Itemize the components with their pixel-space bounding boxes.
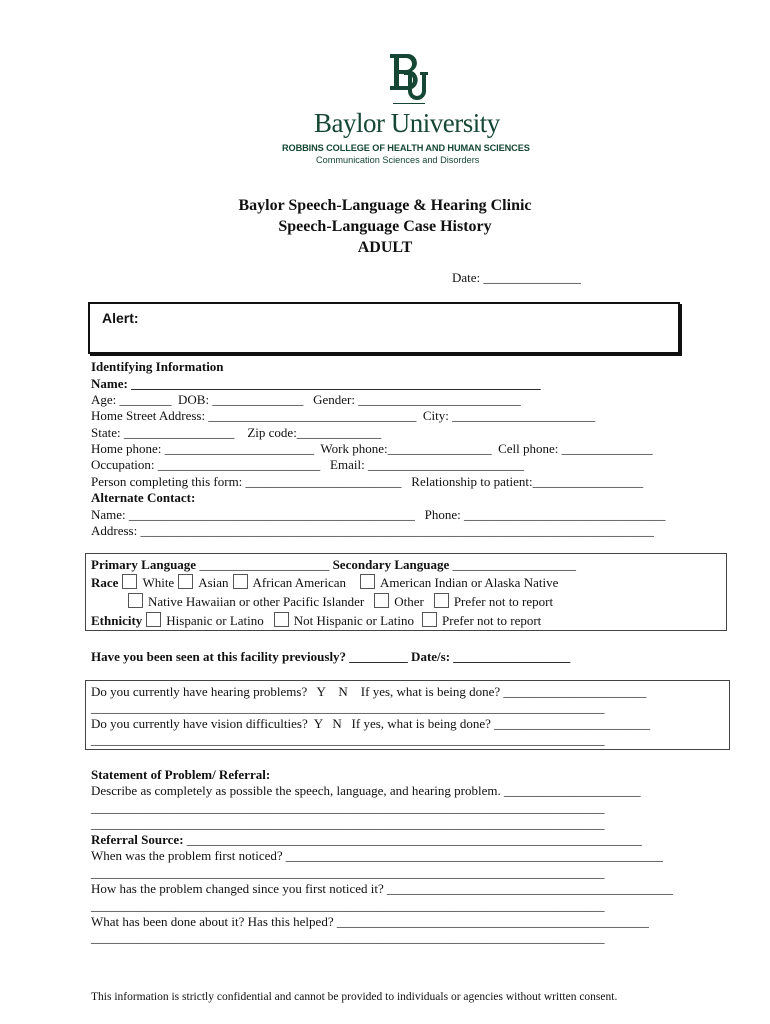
identifying-heading: Identifying Information (91, 359, 224, 374)
vision-continuation[interactable]: _______________________________________________________________________________ (91, 732, 605, 747)
ethnicity-option: Not Hispanic or Latino (293, 613, 415, 628)
problem-changed-question[interactable]: How has the problem changed since you first noticed it? ____________________________________________ (91, 881, 674, 896)
ethnicity-option: Hispanic or Latino (166, 613, 264, 628)
previous-visit-field[interactable]: Have you been seen at this facility previously? _________ Date/s: __________________ (91, 649, 571, 664)
college-name: ROBBINS COLLEGE OF HEALTH AND HUMAN SCIENCES (282, 143, 530, 153)
race-option: African American (252, 575, 347, 590)
alternate-name-phone-fields[interactable]: Name: ____________________________________________ Phone: _______________________________ (91, 507, 666, 522)
ethnicity-prefer-not-checkbox[interactable] (422, 612, 437, 627)
ethnicity-hispanic-checkbox[interactable] (146, 612, 161, 627)
race-row-1 (91, 574, 558, 591)
problem-blank-line[interactable]: _______________________________________________________________________________ (91, 816, 605, 831)
logo-divider (393, 103, 425, 104)
race-row-2 (124, 593, 553, 610)
race-option: Asian (198, 575, 229, 590)
secondary-language-label: Secondary Language (332, 557, 453, 572)
date-field[interactable]: Date: _______________ (452, 270, 581, 285)
form-subtitle: ADULT (357, 239, 413, 256)
ethnicity-not-hispanic-checkbox[interactable] (274, 612, 289, 627)
name-field[interactable]: Name: _______________________________________________________________ (91, 376, 541, 391)
address-city-fields[interactable]: Home Street Address: ________________________________ City: ______________________ (91, 408, 596, 423)
treatment-question[interactable]: What has been done about it? Has this helped? ________________________________________________ (91, 914, 649, 929)
ethnicity-label: Ethnicity (91, 613, 143, 628)
referral-source-label: Referral Source: (91, 832, 184, 847)
alternate-contact-heading: Alternate Contact: (91, 490, 196, 505)
languages-row[interactable] (91, 557, 576, 573)
race-option: White (142, 575, 175, 590)
problem-blank-line[interactable]: _______________________________________________________________________________ (91, 800, 605, 815)
race-american-indian-checkbox[interactable] (360, 574, 375, 589)
person-completing-field[interactable]: Person completing this form: ________________________ Relationship to patient:_________________ (91, 474, 644, 489)
vision-question[interactable]: Do you currently have vision difficulties? Y N If yes, what is being done? ________________________ (91, 716, 651, 731)
race-white-checkbox[interactable] (122, 574, 137, 589)
occupation-email-fields[interactable]: Occupation: _________________________ Email: ________________________ (91, 457, 524, 472)
department-name: Communication Sciences and Disorders (316, 155, 480, 165)
form-title: Speech-Language Case History (278, 218, 492, 235)
phone-fields[interactable]: Home phone: _______________________ Work phone:________________ Cell phone: ______________ (91, 441, 653, 456)
race-prefer-not-checkbox[interactable] (434, 593, 449, 608)
university-name: Baylor University (314, 108, 500, 138)
first-noticed-question[interactable]: When was the problem first noticed? __________________________________________________________ (91, 848, 663, 863)
race-label: Race (91, 575, 119, 590)
referral-source-field[interactable]: ______________________________________________________________________ (183, 832, 642, 847)
ethnicity-option: Prefer not to report (442, 613, 542, 628)
race-option: American Indian or Alaska Native (380, 575, 559, 590)
referral-source-row[interactable] (91, 832, 642, 848)
alert-label: Alert: (102, 310, 139, 326)
race-asian-checkbox[interactable] (178, 574, 193, 589)
problem-description[interactable]: Describe as completely as possible the speech, language, and hearing problem. _____________________ (91, 783, 641, 798)
race-option: Native Hawaiian or other Pacific Islander (148, 594, 365, 609)
race-option: Prefer not to report (453, 594, 554, 609)
problem-blank-line[interactable]: _______________________________________________________________________________ (91, 898, 605, 913)
bu-monogram-icon (380, 48, 430, 104)
race-african-american-checkbox[interactable] (233, 574, 248, 589)
race-other-checkbox[interactable] (374, 593, 389, 608)
problem-blank-line[interactable]: _______________________________________________________________________________ (91, 865, 605, 880)
alternate-address-field[interactable]: Address: _______________________________________________________________________________ (91, 523, 654, 538)
hearing-continuation[interactable]: _______________________________________________________________________________ (91, 700, 605, 715)
race-option: Other (394, 594, 424, 609)
problem-blank-line[interactable]: _______________________________________________________________________________ (91, 930, 605, 945)
primary-language-label: Primary Language (91, 557, 200, 572)
confidentiality-notice: This information is strictly confidential and cannot be provided to individuals or agencies without written consent. (91, 991, 618, 1003)
state-zip-fields[interactable]: State: _________________ Zip code:_____________ (91, 425, 382, 440)
ethnicity-row (91, 612, 541, 629)
problem-heading: Statement of Problem/ Referral: (91, 767, 271, 782)
clinic-title: Baylor Speech-Language & Hearing Clinic (238, 197, 532, 214)
alert-box[interactable] (88, 302, 680, 354)
secondary-language-field[interactable]: ___________________ (452, 557, 576, 572)
primary-language-field[interactable]: ____________________ (199, 557, 333, 572)
hearing-question[interactable]: Do you currently have hearing problems? Y N If yes, what is being done? ______________________ (91, 684, 647, 699)
race-native-hawaiian-checkbox[interactable] (128, 593, 143, 608)
age-dob-gender-fields[interactable]: Age: ________ DOB: ______________ Gender: _________________________ (91, 392, 521, 407)
